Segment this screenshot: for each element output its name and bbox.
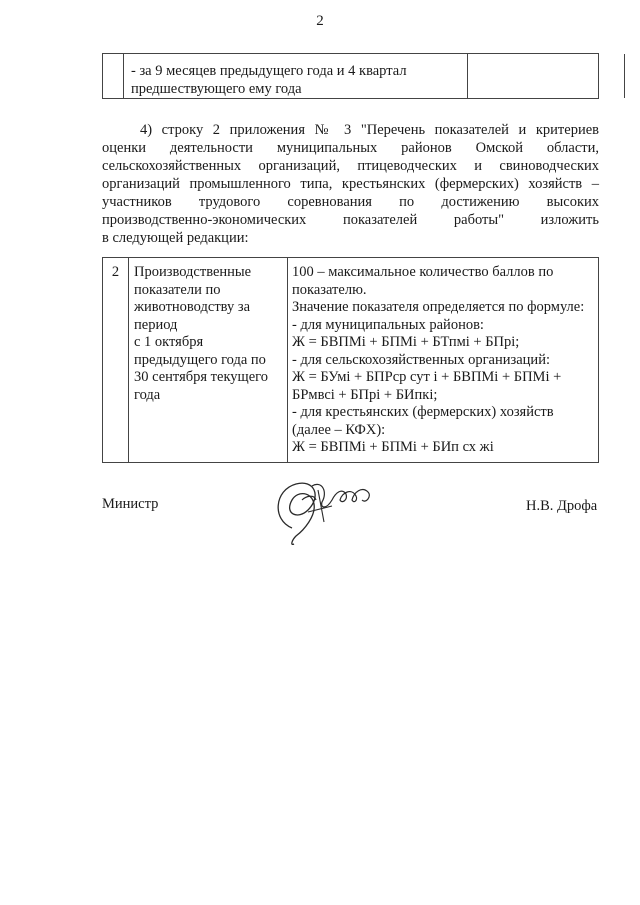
name-line: показатели по [134, 281, 221, 298]
desc-line: Ж = БВПМі + БПМі + БИп сх жі [292, 439, 494, 455]
paragraph-line: сельскохозяйственных организаций, птицеводческих и свиноводческих [102, 158, 599, 174]
table-cell-text [123, 54, 468, 98]
name-line: с 1 октября [134, 334, 204, 350]
desc-line: Ж = БУмі + БПРср сут і + БВПМі + БПМі + [292, 369, 562, 385]
name-line: Производственные [134, 264, 252, 280]
indicator-table [102, 257, 599, 463]
desc-line: 100 – максимальное количество баллов по [292, 264, 554, 280]
paragraph-line: участников трудового соревнования по достижению высоких [102, 194, 599, 210]
handwritten-signature [262, 470, 382, 550]
desc-line: - для муниципальных районов: [292, 316, 484, 333]
table-cell-empty [468, 54, 625, 98]
paragraph-line: в следующей редакции: [102, 230, 249, 246]
name-line: животноводству за [134, 299, 251, 315]
name-line: года [134, 386, 161, 403]
page-number: 2 [316, 13, 324, 29]
desc-line: - для сельскохозяйственных организаций: [292, 351, 550, 368]
row-number: 2 [103, 258, 129, 462]
indicator-description [288, 258, 598, 462]
desc-line: Значение показателя определяется по формуле: [292, 299, 585, 315]
desc-line: - для крестьянских (фермерских) хозяйств [292, 404, 554, 420]
body-paragraph [102, 121, 599, 247]
signer-name: Н.В. Дрофа [526, 498, 598, 514]
indicator-name [129, 258, 288, 462]
desc-line: показателю. [292, 281, 367, 298]
table-text-line: - за 9 месяцев предыдущего года и 4 квартал [131, 63, 407, 79]
desc-line: БРмвсі + БПрі + БИпкі; [292, 386, 438, 403]
continuation-table [102, 53, 599, 99]
name-line: предыдущего года по [134, 351, 266, 368]
paragraph-line: производственно-экономических показателей работы" изложить [102, 212, 599, 228]
name-line: период [134, 316, 178, 333]
name-line: 30 сентября текущего [134, 369, 268, 385]
signer-role: Министр [102, 496, 159, 512]
table-text-line: предшествующего ему года [131, 81, 302, 97]
desc-line: Ж = БВПМі + БПМі + БТпмі + БПрі; [292, 334, 520, 350]
paragraph-line: 4) строку 2 приложения № 3 "Перечень показателей и критериев [140, 122, 599, 138]
paragraph-line: организаций промышленного типа, крестьянских (фермерских) хозяйств – [102, 176, 599, 192]
desc-line: (далее – КФХ): [292, 421, 386, 438]
table-cell-number [103, 54, 124, 98]
paragraph-line: оценки деятельности муниципальных районов Омской области, [102, 140, 599, 156]
